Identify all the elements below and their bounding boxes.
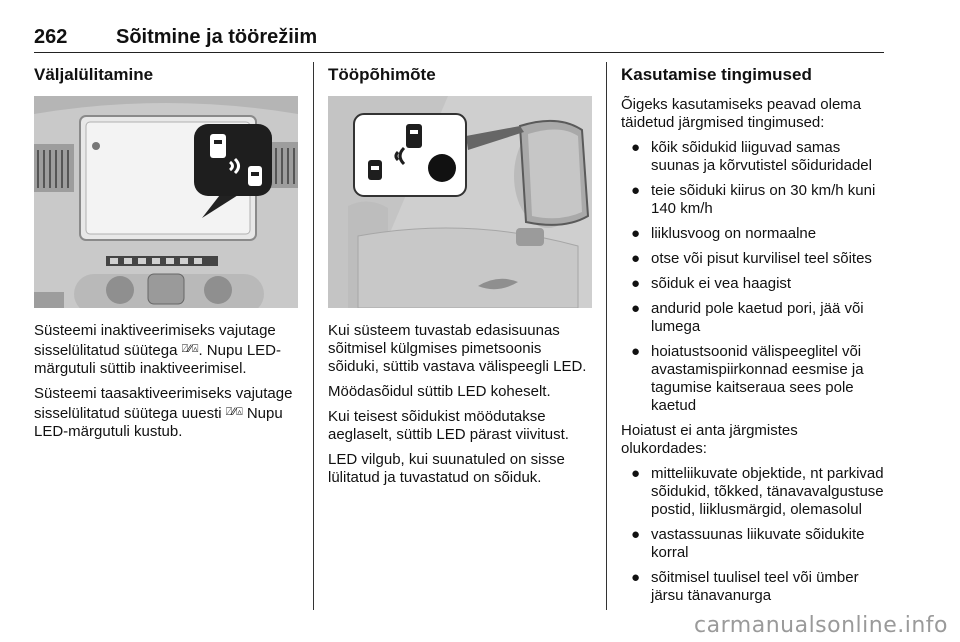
bullet-icon: ● (631, 465, 641, 482)
blind-spot-button-icon: ⍁⁄⁄⍓ (225, 406, 243, 418)
section-heading: Kasutamise tingimused (621, 65, 812, 84)
conditions-intro: Õigeks kasutamiseks peavad olema täidetud järgmised tingimused: (621, 96, 862, 131)
list-item (621, 300, 887, 336)
bullet-icon: ● (631, 569, 641, 586)
bullet-icon: ● (631, 139, 641, 156)
list-item (621, 139, 887, 175)
list-item (621, 569, 887, 605)
column-operation (328, 64, 594, 494)
paragraph-text: Nupu LED-märgutuli kustub. (34, 405, 283, 440)
page-header (34, 26, 884, 53)
list-item (621, 250, 887, 268)
no-warning-list (621, 465, 887, 605)
reactivate-paragraph (34, 385, 300, 441)
list-item (621, 465, 887, 519)
bullet-icon: ● (631, 250, 641, 267)
bullet-icon: ● (631, 225, 641, 242)
operation-paragraph-4: LED vilgub, kui suunatuled on sisse lülitatud ja tuvastatud on sõiduk. (328, 451, 565, 486)
blind-spot-button-icon: ⍁⁄⁄⍓ (181, 343, 199, 355)
conditions-list (621, 139, 887, 415)
dashboard-drawing (34, 96, 298, 308)
operation-paragraph-2: Möödasõidul süttib LED koheselt. (328, 383, 551, 400)
column-divider (606, 62, 607, 610)
paragraph-text: Süsteemi taasaktiveerimiseks vajutage sisselülitatud süütega uuesti (34, 385, 293, 422)
watermark: carmanualsonline.info (694, 613, 948, 638)
column-divider (313, 62, 314, 610)
bullet-icon: ● (631, 300, 641, 317)
no-warning-intro: Hoiatust ei anta järgmistes olukordades: (621, 422, 798, 457)
side-mirror-illustration (328, 96, 592, 308)
section-heading: Väljalülitamine (34, 65, 154, 84)
bullet-icon: ● (631, 275, 641, 292)
list-item-text: mitteliikuvate objektide, nt parkivad sõidukid, tõkked, tänavavalgustuse postid, liiklusmärgid, olemasolul (651, 465, 884, 518)
list-item-text: vastassuunas liikuvate sõidukite korral (651, 526, 865, 561)
list-item-text: sõiduk ei vea haagist (651, 275, 792, 292)
list-item-text: otse või pisut kurvilisel teel sõites (651, 250, 872, 267)
list-item (621, 225, 887, 243)
section-heading: Tööpõhimõte (328, 65, 436, 84)
operation-paragraph-3: Kui teisest sõidukist möödutakse aeglaselt, süttib LED pärast viivitust. (328, 408, 569, 443)
list-item-text: liiklusvoog on normaalne (651, 225, 817, 242)
deactivate-paragraph (34, 322, 300, 378)
list-item-text: kõik sõidukid liiguvad samas suunas ja kõrvutistel sõiduridadel (651, 139, 872, 174)
list-item-text: andurid pole kaetud pori, jää või lumega (651, 300, 864, 335)
list-item (621, 182, 887, 218)
list-item (621, 275, 887, 293)
list-item-text: hoiatustsoonid välispeeglitel või avastamispiirkonnad eesmise ja tagumise kaitseraua sees pole kaetud (651, 343, 864, 414)
mirror-drawing (328, 96, 592, 308)
column-deactivation (34, 64, 300, 448)
column-conditions (621, 64, 887, 612)
bullet-icon: ● (631, 343, 641, 360)
page-number: 262 (34, 26, 68, 48)
bullet-icon: ● (631, 526, 641, 543)
list-item (621, 343, 887, 415)
bullet-icon: ● (631, 182, 641, 199)
list-item-text: teie sõiduki kiirus on 30 km/h kuni 140 km/h (651, 182, 876, 217)
paragraph-text: . Nupu LED-märgutuli süttib inaktiveerimisel. (34, 342, 282, 377)
list-item (621, 526, 887, 562)
dashboard-button-illustration (34, 96, 298, 308)
chapter-title: Sõitmine ja töörežiim (116, 26, 318, 48)
list-item-text: sõitmisel tuulisel teel või ümber järsu tänavanurga (651, 569, 859, 604)
paragraph-text: Süsteemi inaktiveerimiseks vajutage sisselülitatud süütega (34, 322, 276, 359)
operation-paragraph-1: Kui süsteem tuvastab edasisuunas sõitmisel külgmises pimetsoonis sõiduki, süttib vastava välispeegli LED. (328, 322, 587, 375)
